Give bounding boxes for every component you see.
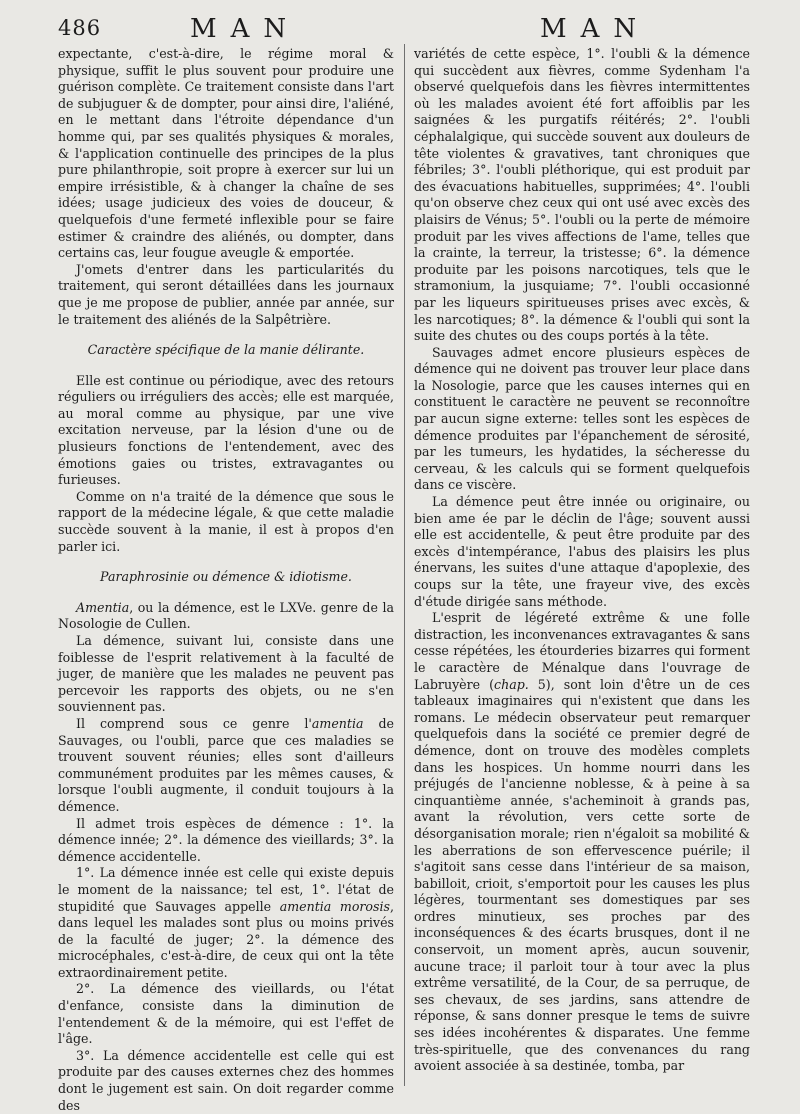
running-head-left: MAN (190, 14, 301, 44)
paragraph: Sauvages admet encore plusieurs espèces de démence qui ne doivent pas trouver leur place dans la Nosologie, parce que les causes internes qui en constituent le caractère ne peuvent se reconnoître par aucun signe externe: telles sont les espèces de démence produites par l'épanchement de sérosité, par les tumeurs, les hydatides, la sécheresse du cerveau, & les calculs qui se forment quelquefois dans ce viscère. (414, 344, 750, 493)
paragraph: Il comprend sous ce genre l'amentia de Sauvages, ou l'oubli, parce que ces maladies se trouvent souvent réunies; elles sont d'ailleurs communément produites par les mêmes causes, & lorsque l'oubli augmente, il conduit toujours à la démence. (58, 715, 394, 814)
paragraph: La démence peut être innée ou originaire, ou bien ame ée par le déclin de l'âge; souvent aussi elle est accidentelle, & peut être produite par des excès d'intempérance, l'abus des plaisirs les plus énervans, les suites d'une attaque d'apoplexie, des coups sur la tête, une frayeur vive, des excès d'étude dirigée sans méthode. (414, 494, 750, 609)
italic-term: amentia morosis (279, 898, 390, 914)
paragraph: 1°. La démence innée est celle qui existe depuis le moment de la naissance; tel est, 1°. l'état de stupidité que Sauvages appelle amentia morosis, dans lequel les malades sont plus ou moins privés de la faculté de juger; 2°. la démence des microcéphales, c'est-à-dire, de ceux qui ont la tête extraordinairement petite. (58, 865, 394, 980)
page-number: 486 (58, 16, 102, 40)
paragraph: Il admet trois espèces de démence : 1°. la démence innée; 2°. la démence des vieillards; 3°. la démence accidentelle. (58, 815, 394, 864)
paragraph: Elle est continue ou périodique, avec des retours réguliers ou irréguliers des accès; elle est marquée, au moral comme au physique, par une vive excitation nerveuse, par la lésion d'une ou de plusieurs fonctions de l'entendement, avec des émotions gaies ou tristes, extravagantes ou furieuses. (58, 372, 394, 488)
left-column (58, 46, 394, 1113)
italic-term: Amentia (76, 599, 130, 615)
column-divider (404, 44, 405, 1086)
running-head-right: MAN (540, 14, 651, 44)
section-heading: Paraphrosinie ou démence & idiotisme. (100, 569, 352, 585)
paragraph: La démence, suivant lui, consiste dans une foiblesse de l'esprit relativement à la faculté de juger, de manière que les malades ne peuvent pas percevoir les rapports des objets, ou ne s'en souviennent pas. (58, 633, 394, 715)
paragraph: Amentia, ou la démence, est le LXVe. genre de la Nosologie de Cullen. (58, 599, 394, 632)
paragraph: variétés de cette espèce, 1°. l'oubli & la démence qui succèdent aux fièvres, comme Sydenham l'a observé quelquefois dans les fièvres intermittentes où les malades avoient été fort affoiblis par les saignées & les purgatifs réitérés; 2°. l'oubli céphalalgique, qui succède souvent aux douleurs de tête violentes & gravatives, tant chroniques que fébriles; 3°. l'oubli pléthorique, qui est produit par des évacuations habituelles, supprimées; 4°. l'oubli qu'on observe chez ceux qui ont usé avec excès des plaisirs de Vénus; 5°. l'oubli ou la perte de mémoire produit par les vives affections de l'ame, telles que la crainte, la terreur, la tristesse; 6°. la démence produite par les poisons narcotiques, tels que le stramonium, la jusquiame; 7°. l'oubli occasionné par les liqueurs spiritueuses prises avec excès, & les narcotiques; 8°. la démence & l'oubli qui sont la suite des chutes ou des coups portés à la tête. (414, 46, 750, 344)
paragraph: J'omets d'entrer dans les particularités du traitement, qui seront détaillées dans les journaux que je me propose de publier, année par année, sur le traitement des aliénés de la Salpêtrière. (58, 261, 394, 327)
right-column (414, 46, 750, 1086)
italic-term: amentia (311, 715, 364, 731)
paragraph: expectante, c'est-à-dire, le régime moral & physique, suffit le plus souvent pour produire une guérison complète. Ce traitement consiste dans l'art de subjuguer & de dompter, pour ainsi dire, l'aliéné, en le mettant dans l'étroite dépendance d'un homme qui, par ses qualités physiques & morales, & l'application continuelle des principes de la plus pure philanthropie, soit propre à exercer sur lui un empire irrésistible, & à changer la chaîne de ses idées; usage judicieux des voies de douceur, & quelquefois d'une fermeté inflexible pour se faire estimer & craindre des aliénés, ou dompter, dans certains cas, leur fougue aveugle & emportée. (58, 46, 394, 261)
paragraph: L'esprit de légéreté extrême & une folle distraction, les inconvenances extravagantes & sans cesse répétées, les étourderies bizarres qui forment le caractère de Ménalque dans l'ouvrage de Labruyère (chap. 5), sont loin d'être un de ces tableaux imaginaires qui n'existent que dans les romans. Le médecin observateur peut remarquer quelquefois dans la société ce premier degré de démence, dont on trouve des modèles complets dans les hospices. Un homme nourri dans les préjugés de l'ancienne noblesse, & à peine à sa cinquantième année, s'acheminoit à grands pas, avant la révolution, vers cette sorte de désorganisation morale; rien n'égaloit sa mobilité & les aberrations de son effervescence puérile; il s'agitoit sans cesse dans l'intérieur de sa maison, babilloit, crioit, s'emportoit pour les causes les plus légères, tourmentant ses domestiques par ses ordres minutieux, ses proches par des inconséquences & des écarts brusques, dont il ne conservoit, un moment après, aucun souvenir, aucune trace; il parloit tour à tour avec la plus extrême versatilité, de la Cour, de sa perruque, de ses chevaux, de ses jardins, sans attendre de réponse, & sans donner presque le tems de suivre ses idées incohérentes & disparates. Une femme très-spirituelle, que des convenances du rang avoient associée à sa destinée, tomba, par (414, 610, 750, 1074)
paragraph: 3°. La démence accidentelle est celle qui est produite par des causes externes chez des hommes dont le jugement est sain. On doit regarder comme des (58, 1047, 394, 1113)
section-heading: Caractère spécifique de la manie délirante. (87, 342, 365, 358)
page-header (0, 12, 800, 46)
paragraph: Comme on n'a traité de la démence que sous le rapport de la médecine légale, & que cette maladie succède souvent à la manie, il est à propos d'en parler ici. (58, 488, 394, 554)
paragraph: 2°. La démence des vieillards, ou l'état d'enfance, consiste dans la diminution de l'entendement & de la mémoire, qui est l'effet de l'âge. (58, 981, 394, 1047)
italic-term: chap. (494, 676, 529, 692)
